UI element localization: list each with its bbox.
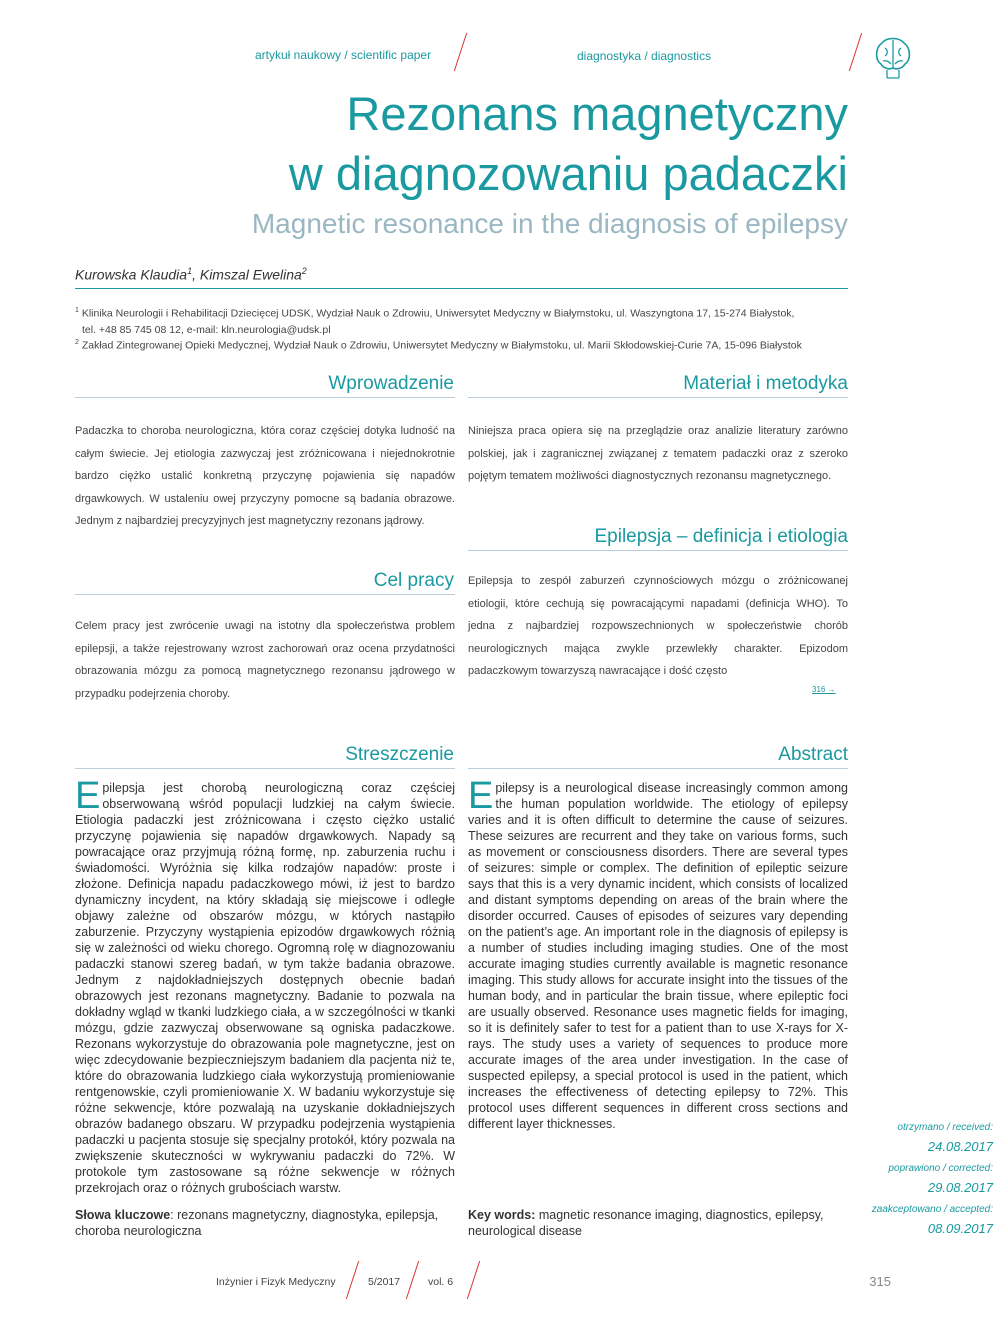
section-heading-definition: Epilepsja – definicja i etiologia [594,526,848,547]
section-divider [75,397,455,398]
authors-line [75,266,307,283]
section-divider [75,594,455,595]
title-line-2: w diagnozowaniu padaczki [288,147,848,200]
accepted-date: 08.09.2017 [927,1221,993,1236]
brain-logo-icon [873,34,913,80]
journal-name: Inżynier i Fizyk Medyczny [216,1276,336,1288]
section-divider [468,397,848,398]
footer-slash-divider [467,1261,480,1299]
footer-slash-divider [406,1261,419,1299]
received-date: 24.08.2017 [927,1139,993,1154]
methods-text: Niniejsza praca opiera się na przeglądzie oraz analizie literatury zarówno polskiej, jak i zagranicznej związanej z tematem padaczki oraz z szeroko pojętym tematem możliwości diagnostycznych rezonansu magnetycznego. [468,425,848,482]
authors-underline [75,288,848,289]
author-affiliation-number: 1 [187,266,193,276]
author-name: Kurowska Klaudia [75,266,188,283]
abstract-text [468,775,848,1132]
affiliation-contact: tel. +48 85 745 08 12, e-mail: kln.neurologia@udsk.pl [82,323,331,336]
volume-number: vol. 6 [428,1276,454,1288]
header-slash-divider [849,33,862,71]
accepted-label: zaakceptowano / accepted: [871,1204,993,1215]
issue-number: 5/2017 [368,1276,401,1288]
page-number: 315 [869,1274,891,1289]
definition-text: Epilepsja to zespół zaburzeń czynnościowych mózgu o zróżnicowanej etiologii, które cechują się powracającymi napadami (definicja WHO). To jedna z najbardziej rozpowszechnionych w społeczeństwie chorób neurologicznych mająca zwykle przewlekły charakter. Epizodom padaczkowym towarzyszą nawracające i dość często [468,575,848,677]
dropcap: E [75,775,101,817]
footer-slash-divider [346,1261,359,1299]
keywords-text: magnetic resonance imaging, diagnostics, epilepsy, neurological disease [468,1208,824,1238]
corrected-label: poprawiono / corrected: [888,1163,993,1174]
affiliation-text: Klinika Neurologii i Rehabilitacji Dziecięcej UDSK, Wydział Nauk o Zdrowiu, Uniwersytet Medyczny w Białymstoku, ul. Waszyngtona 17, 15-274 Białystok, [81,307,795,320]
article-type-tag: artykuł naukowy / scientific paper [255,48,432,62]
introduction-text: Padaczka to choroba neurologiczna, która coraz częściej dotyka ludność na całym świecie. Jej etiologia zazwyczaj jest zróżnicowana i niejednokrotnie bardzo ciężko ustalić konkretną przyczynę pojawienia się napadów drgawkowych. W ustaleniu owej przyczyny pomocne są badania obrazowe. Jednym z najbardziej precyzyjnych jest magnetyczny rezonans jądrowy. [75,425,455,527]
affiliation-number: 1 [75,307,79,314]
affiliation-number: 2 [75,339,79,346]
continued-on-page-link[interactable]: 316 → [812,685,836,694]
author-affiliation-number: 2 [301,266,307,276]
section-heading-aim: Cel pracy [373,570,454,591]
section-divider [468,768,848,769]
section-heading-methods: Materiał i metodyka [683,373,848,394]
header-slash-divider [454,33,467,71]
keywords-label: Key words: [468,1208,536,1222]
author-name: Kimszal Ewelina [199,266,302,283]
affiliation-1 [75,303,855,338]
aim-text: Celem pracy jest zwrócenie uwagi na istotny dla społeczeństwa problem epilepsji, a także rejestrowany wzrost zachorowań oraz ocena przydatności obrazowania mózgu za pomocą magnetycznego rezonansu jądrowego w przypadku podejrzenia choroby. [75,620,455,700]
abstract-body: pilepsy is a neurological disease increasingly common among the human population worldwide. The etiology of epilepsy varies and it is often difficult to determine the cause of seizures. These seizures are recurrent and they take on various forms, such as movement or consciousness disorders. There are several types of seizures: simple or complex. The definition of epileptic seizure says that this is a very dynamic incident, which consists of localized and distant symptoms depending on areas of the brain where the disorder occurred. Causes of episodes of seizures vary depending on the patient’s age. An important role in the diagnosis of epilepsy is a number of studies including imaging studies. One of the most accurate imaging studies currently available is magnetic resonance imaging. This study allows for accurate insight into the tissues of the human body, and in particular the brain tissue, where epileptic foci are usually observed. Resonance uses magnetic fields for imaging, so it is definitely safer to test for a patient than to use X-rays for X-rays. The study uses a variety of sequences to produce more accurate images of the area under investigation. In the case of suspected epilepsy, a special protocol is used in the patient, which increases the effectiveness of detecting epilepsy to 72%. This protocol uses different sequences in different cross sections and different layer thicknesses. [468,781,848,1131]
polish-keywords [75,1207,455,1239]
section-heading-streszczenie: Streszczenie [345,744,454,765]
streszczenie-body: pilepsja jest chorobą neurologiczną coraz częściej obserwowaną wśród populacji ludzkiej na całym świecie. Etiologia padaczki jest zróżnicowana i często ciężko ustalić przyczynę pojawienia się napadów drgawkowych. Napady są powracające oraz przyjmują różną formę, np. zaburzenia ruchu i świadomości. Wyróżnia się kilka rodzajów napadów: proste i złożone. Definicja napadu padaczkowego mówi, iż jest to bardzo dynamiczny incydent, na który składają się miejscowe i odległe objawy zależne od obszarów mózgu, w których nastąpiło zaburzenie. Przyczyny wystąpienia epizodów drgawkowych różnią się w zależności od wieku chorego. Ogromną rolę w diagnozowaniu padaczki stanowi szereg badań, w tym także badania obrazowe. Jednym z najdokładniejszych dostępnych obecnie badań obrazowych jest rezonans magnetyczny. Badanie to pozwala na dokładny wgląd w tkanki ludzkiego ciała, a w szczególności w tkanki mózgu, gdzie zazwyczaj obserwowane są ogniska padaczkowe. Rezonans wykorzystuje do obrazowania pole magnetyczne, jest on więc zdecydowanie bezpieczniejszym badaniem dla pacjenta niż te, które do obrazowania ludzkiego ciała wykorzystują promieniowanie rentgenowskie, czyli promieniowanie X. W badaniu wykorzystuje się różne sekwencje, które pozwalają na uzyskanie dokładniejszych obrazów badanego obszaru. W przypadku podejrzenia wystąpienia padaczki u pacjenta stosuje się specjalny protokół, który pozwala na zwiększenie skuteczności w wykrywaniu padaczki do 72%. W protokole tym zastosowane są różne sekwencje w różnych przekrojach oraz o różnych grubościach warstw. [75,781,455,1195]
affiliation-text: Zakład Zintegrowanej Opieki Medycznej, Wydział Nauk o Zdrowiu, Uniwersytet Medyczny w Białymstoku, ul. Marii Skłodowskiej-Curie 7A, 15-096 Białystok [81,339,802,352]
keywords-text: : rezonans magnetyczny, diagnostyka, epilepsja, choroba neurologiczna [75,1208,439,1238]
corrected-date: 29.08.2017 [927,1180,993,1195]
section-heading-introduction: Wprowadzenie [328,373,454,394]
streszczenie-text [75,775,455,1196]
dropcap: E [468,775,494,817]
title-line-1: Rezonans magnetyczny [346,87,848,140]
received-label: otrzymano / received: [897,1122,993,1133]
category-tag: diagnostyka / diagnostics [577,49,712,63]
english-subtitle: Magnetic resonance in the diagnosis of epilepsy [251,208,848,239]
section-divider [75,768,455,769]
english-keywords [468,1207,848,1239]
dates-panel [872,1122,993,1236]
affiliation-2 [75,335,855,354]
keywords-label: Słowa kluczowe [75,1208,171,1222]
author-separator: , [192,266,200,283]
section-heading-abstract: Abstract [778,744,848,765]
section-divider [468,550,848,551]
